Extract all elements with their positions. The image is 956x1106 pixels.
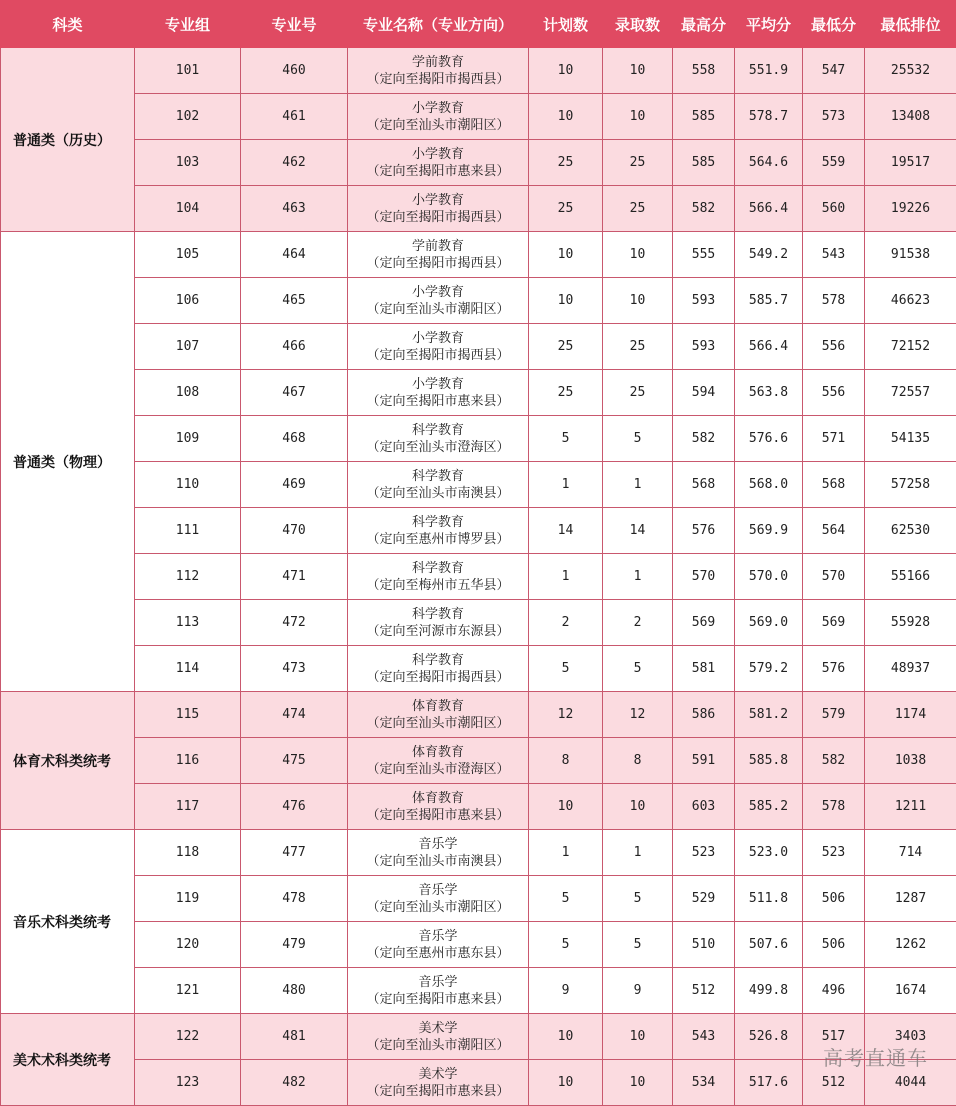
min-rank-cell: 19517 — [865, 140, 956, 186]
major-direction: （定向至揭阳市惠来县） — [348, 1083, 528, 1100]
major-name: 小学教育 — [348, 330, 528, 347]
group-cell: 112 — [135, 554, 241, 600]
max-score-cell: 593 — [673, 278, 735, 324]
major-cell — [348, 692, 529, 738]
table-row — [1, 784, 956, 830]
plan-cell: 1 — [529, 830, 603, 876]
group-cell: 110 — [135, 462, 241, 508]
table-row — [1, 48, 956, 94]
min-rank-cell: 1674 — [865, 968, 956, 1014]
major-direction: （定向至汕头市潮阳区） — [348, 1037, 528, 1054]
code-cell: 465 — [241, 278, 348, 324]
code-cell: 469 — [241, 462, 348, 508]
table-row — [1, 324, 956, 370]
major-name: 科学教育 — [348, 560, 528, 577]
group-cell: 101 — [135, 48, 241, 94]
major-cell — [348, 324, 529, 370]
min-score-cell: 571 — [803, 416, 865, 462]
avg-score-cell: 564.6 — [735, 140, 803, 186]
major-cell — [348, 646, 529, 692]
min-score-cell: 547 — [803, 48, 865, 94]
major-cell — [348, 830, 529, 876]
plan-cell: 10 — [529, 1014, 603, 1060]
avg-score-cell: 568.0 — [735, 462, 803, 508]
table-row — [1, 554, 956, 600]
plan-cell: 10 — [529, 48, 603, 94]
code-cell: 476 — [241, 784, 348, 830]
plan-cell: 10 — [529, 278, 603, 324]
watermark: 高考直通车 — [823, 1042, 928, 1071]
avg-score-cell: 569.9 — [735, 508, 803, 554]
major-direction: （定向至揭阳市揭西县） — [348, 347, 528, 364]
table-row — [1, 140, 956, 186]
plan-cell: 10 — [529, 1060, 603, 1106]
max-score-cell: 529 — [673, 876, 735, 922]
max-score-cell: 582 — [673, 186, 735, 232]
column-header-admitted: 录取数 — [603, 1, 673, 48]
code-cell: 475 — [241, 738, 348, 784]
min-score-cell: 543 — [803, 232, 865, 278]
plan-cell: 8 — [529, 738, 603, 784]
plan-cell: 2 — [529, 600, 603, 646]
max-score-cell: 569 — [673, 600, 735, 646]
avg-score-cell: 499.8 — [735, 968, 803, 1014]
group-cell: 109 — [135, 416, 241, 462]
admitted-cell: 1 — [603, 462, 673, 508]
group-cell: 114 — [135, 646, 241, 692]
admitted-cell: 10 — [603, 1060, 673, 1106]
major-direction: （定向至汕头市澄海区） — [348, 439, 528, 456]
min-score-cell: 506 — [803, 922, 865, 968]
table-row — [1, 738, 956, 784]
major-direction: （定向至汕头市潮阳区） — [348, 899, 528, 916]
major-name: 小学教育 — [348, 192, 528, 209]
max-score-cell: 558 — [673, 48, 735, 94]
major-direction: （定向至惠州市惠东县） — [348, 945, 528, 962]
max-score-cell: 593 — [673, 324, 735, 370]
major-direction: （定向至惠州市博罗县） — [348, 531, 528, 548]
category-cell: 普通类（历史） — [1, 48, 135, 232]
group-cell: 103 — [135, 140, 241, 186]
major-name: 美术学 — [348, 1066, 528, 1083]
group-cell: 111 — [135, 508, 241, 554]
admitted-cell: 10 — [603, 94, 673, 140]
max-score-cell: 568 — [673, 462, 735, 508]
code-cell: 474 — [241, 692, 348, 738]
plan-cell: 25 — [529, 324, 603, 370]
major-direction: （定向至汕头市南澳县） — [348, 485, 528, 502]
min-rank-cell: 91538 — [865, 232, 956, 278]
group-cell: 117 — [135, 784, 241, 830]
major-direction: （定向至揭阳市惠来县） — [348, 807, 528, 824]
table-row — [1, 692, 956, 738]
min-score-cell: 564 — [803, 508, 865, 554]
avg-score-cell: 511.8 — [735, 876, 803, 922]
major-direction: （定向至揭阳市揭西县） — [348, 669, 528, 686]
group-cell: 123 — [135, 1060, 241, 1106]
column-header-plan: 计划数 — [529, 1, 603, 48]
avg-score-cell: 526.8 — [735, 1014, 803, 1060]
column-header-category: 科类 — [1, 1, 135, 48]
table-row — [1, 416, 956, 462]
major-name: 体育教育 — [348, 790, 528, 807]
min-rank-cell: 55928 — [865, 600, 956, 646]
major-cell — [348, 416, 529, 462]
table-row — [1, 1014, 956, 1060]
code-cell: 471 — [241, 554, 348, 600]
avg-score-cell: 507.6 — [735, 922, 803, 968]
plan-cell: 5 — [529, 646, 603, 692]
category-cell: 音乐术科类统考 — [1, 830, 135, 1014]
min-rank-cell: 1287 — [865, 876, 956, 922]
table-row — [1, 876, 956, 922]
max-score-cell: 570 — [673, 554, 735, 600]
column-header-code: 专业号 — [241, 1, 348, 48]
max-score-cell: 591 — [673, 738, 735, 784]
major-name: 体育教育 — [348, 744, 528, 761]
category-cell: 体育术科类统考 — [1, 692, 135, 830]
major-cell — [348, 968, 529, 1014]
major-direction: （定向至揭阳市惠来县） — [348, 991, 528, 1008]
min-rank-cell: 1211 — [865, 784, 956, 830]
group-cell: 120 — [135, 922, 241, 968]
avg-score-cell: 563.8 — [735, 370, 803, 416]
min-rank-cell: 72152 — [865, 324, 956, 370]
min-score-cell: 560 — [803, 186, 865, 232]
major-name: 音乐学 — [348, 882, 528, 899]
code-cell: 460 — [241, 48, 348, 94]
min-score-cell: 559 — [803, 140, 865, 186]
column-header-max-score: 最高分 — [673, 1, 735, 48]
table-row — [1, 830, 956, 876]
major-name: 科学教育 — [348, 468, 528, 485]
code-cell: 480 — [241, 968, 348, 1014]
min-score-cell: 496 — [803, 968, 865, 1014]
admitted-cell: 5 — [603, 876, 673, 922]
admitted-cell: 25 — [603, 324, 673, 370]
min-rank-cell: 25532 — [865, 48, 956, 94]
min-rank-cell: 57258 — [865, 462, 956, 508]
max-score-cell: 586 — [673, 692, 735, 738]
major-name: 学前教育 — [348, 54, 528, 71]
min-score-cell: 582 — [803, 738, 865, 784]
code-cell: 468 — [241, 416, 348, 462]
major-name: 音乐学 — [348, 974, 528, 991]
plan-cell: 1 — [529, 554, 603, 600]
table-row — [1, 646, 956, 692]
min-score-cell: 578 — [803, 784, 865, 830]
max-score-cell: 603 — [673, 784, 735, 830]
min-rank-cell: 46623 — [865, 278, 956, 324]
group-cell: 119 — [135, 876, 241, 922]
plan-cell: 5 — [529, 416, 603, 462]
group-cell: 116 — [135, 738, 241, 784]
max-score-cell: 581 — [673, 646, 735, 692]
table-row — [1, 186, 956, 232]
min-score-cell: 573 — [803, 94, 865, 140]
admitted-cell: 2 — [603, 600, 673, 646]
major-name: 美术学 — [348, 1020, 528, 1037]
plan-cell: 25 — [529, 186, 603, 232]
table-row — [1, 94, 956, 140]
min-rank-cell: 62530 — [865, 508, 956, 554]
code-cell: 470 — [241, 508, 348, 554]
column-header-group: 专业组 — [135, 1, 241, 48]
plan-cell: 10 — [529, 94, 603, 140]
avg-score-cell: 570.0 — [735, 554, 803, 600]
major-direction: （定向至揭阳市揭西县） — [348, 255, 528, 272]
admitted-cell: 10 — [603, 784, 673, 830]
avg-score-cell: 551.9 — [735, 48, 803, 94]
code-cell: 472 — [241, 600, 348, 646]
max-score-cell: 585 — [673, 140, 735, 186]
major-direction: （定向至揭阳市揭西县） — [348, 209, 528, 226]
major-cell — [348, 1060, 529, 1106]
major-name: 小学教育 — [348, 146, 528, 163]
max-score-cell: 585 — [673, 94, 735, 140]
plan-cell: 25 — [529, 370, 603, 416]
group-cell: 107 — [135, 324, 241, 370]
major-cell — [348, 232, 529, 278]
avg-score-cell: 566.4 — [735, 186, 803, 232]
major-cell — [348, 738, 529, 784]
code-cell: 481 — [241, 1014, 348, 1060]
max-score-cell: 543 — [673, 1014, 735, 1060]
admitted-cell: 25 — [603, 186, 673, 232]
min-rank-cell: 54135 — [865, 416, 956, 462]
avg-score-cell: 579.2 — [735, 646, 803, 692]
major-name: 音乐学 — [348, 836, 528, 853]
group-cell: 108 — [135, 370, 241, 416]
admitted-cell: 25 — [603, 370, 673, 416]
table-header — [1, 1, 956, 48]
code-cell: 482 — [241, 1060, 348, 1106]
major-cell — [348, 186, 529, 232]
min-score-cell: 556 — [803, 324, 865, 370]
major-direction: （定向至汕头市潮阳区） — [348, 301, 528, 318]
plan-cell: 10 — [529, 232, 603, 278]
min-score-cell: 506 — [803, 876, 865, 922]
code-cell: 463 — [241, 186, 348, 232]
group-cell: 115 — [135, 692, 241, 738]
column-header-min-rank: 最低排位 — [865, 1, 956, 48]
major-name: 小学教育 — [348, 284, 528, 301]
max-score-cell: 523 — [673, 830, 735, 876]
avg-score-cell: 585.2 — [735, 784, 803, 830]
code-cell: 478 — [241, 876, 348, 922]
min-rank-cell: 55166 — [865, 554, 956, 600]
major-name: 科学教育 — [348, 422, 528, 439]
min-rank-cell: 1174 — [865, 692, 956, 738]
admitted-cell: 10 — [603, 232, 673, 278]
group-cell: 118 — [135, 830, 241, 876]
code-cell: 464 — [241, 232, 348, 278]
major-direction: （定向至河源市东源县） — [348, 623, 528, 640]
avg-score-cell: 578.7 — [735, 94, 803, 140]
major-cell — [348, 876, 529, 922]
avg-score-cell: 585.8 — [735, 738, 803, 784]
table-row — [1, 922, 956, 968]
major-name: 音乐学 — [348, 928, 528, 945]
min-score-cell: 569 — [803, 600, 865, 646]
avg-score-cell: 576.6 — [735, 416, 803, 462]
major-cell — [348, 554, 529, 600]
code-cell: 462 — [241, 140, 348, 186]
max-score-cell: 594 — [673, 370, 735, 416]
category-cell: 普通类（物理） — [1, 232, 135, 692]
min-rank-cell: 1262 — [865, 922, 956, 968]
major-name: 小学教育 — [348, 100, 528, 117]
major-direction: （定向至揭阳市揭西县） — [348, 71, 528, 88]
avg-score-cell: 585.7 — [735, 278, 803, 324]
plan-cell: 1 — [529, 462, 603, 508]
admitted-cell: 25 — [603, 140, 673, 186]
min-score-cell: 578 — [803, 278, 865, 324]
major-direction: （定向至汕头市潮阳区） — [348, 715, 528, 732]
avg-score-cell: 569.0 — [735, 600, 803, 646]
group-cell: 106 — [135, 278, 241, 324]
major-cell — [348, 922, 529, 968]
table-body — [1, 48, 956, 1106]
max-score-cell: 576 — [673, 508, 735, 554]
min-score-cell: 512 — [803, 1060, 865, 1106]
admitted-cell: 5 — [603, 416, 673, 462]
avg-score-cell: 549.2 — [735, 232, 803, 278]
admitted-cell: 8 — [603, 738, 673, 784]
min-rank-cell: 4044 — [865, 1060, 956, 1106]
group-cell: 105 — [135, 232, 241, 278]
admitted-cell: 10 — [603, 278, 673, 324]
code-cell: 479 — [241, 922, 348, 968]
admitted-cell: 12 — [603, 692, 673, 738]
max-score-cell: 555 — [673, 232, 735, 278]
group-cell: 121 — [135, 968, 241, 1014]
admitted-cell: 5 — [603, 646, 673, 692]
major-cell — [348, 278, 529, 324]
table-row — [1, 508, 956, 554]
plan-cell: 9 — [529, 968, 603, 1014]
major-direction: （定向至揭阳市惠来县） — [348, 393, 528, 410]
avg-score-cell: 581.2 — [735, 692, 803, 738]
min-rank-cell: 714 — [865, 830, 956, 876]
min-rank-cell: 3403 — [865, 1014, 956, 1060]
table-row — [1, 462, 956, 508]
group-cell: 113 — [135, 600, 241, 646]
admitted-cell: 1 — [603, 830, 673, 876]
major-name: 科学教育 — [348, 606, 528, 623]
group-cell: 122 — [135, 1014, 241, 1060]
table-row — [1, 600, 956, 646]
max-score-cell: 510 — [673, 922, 735, 968]
major-direction: （定向至汕头市潮阳区） — [348, 117, 528, 134]
major-cell — [348, 784, 529, 830]
admitted-cell: 5 — [603, 922, 673, 968]
code-cell: 473 — [241, 646, 348, 692]
column-header-min-score: 最低分 — [803, 1, 865, 48]
major-cell — [348, 48, 529, 94]
admitted-cell: 1 — [603, 554, 673, 600]
major-name: 学前教育 — [348, 238, 528, 255]
major-cell — [348, 94, 529, 140]
table-row — [1, 232, 956, 278]
major-cell — [348, 462, 529, 508]
major-direction: （定向至梅州市五华县） — [348, 577, 528, 594]
plan-cell: 5 — [529, 876, 603, 922]
avg-score-cell: 566.4 — [735, 324, 803, 370]
major-name: 科学教育 — [348, 652, 528, 669]
min-score-cell: 579 — [803, 692, 865, 738]
admitted-cell: 14 — [603, 508, 673, 554]
avg-score-cell: 517.6 — [735, 1060, 803, 1106]
major-direction: （定向至揭阳市惠来县） — [348, 163, 528, 180]
min-rank-cell: 13408 — [865, 94, 956, 140]
major-cell — [348, 600, 529, 646]
major-direction: （定向至汕头市澄海区） — [348, 761, 528, 778]
column-header-avg-score: 平均分 — [735, 1, 803, 48]
code-cell: 461 — [241, 94, 348, 140]
major-name: 小学教育 — [348, 376, 528, 393]
plan-cell: 5 — [529, 922, 603, 968]
column-header-major: 专业名称（专业方向） — [348, 1, 529, 48]
major-name: 体育教育 — [348, 698, 528, 715]
min-score-cell: 570 — [803, 554, 865, 600]
min-rank-cell: 1038 — [865, 738, 956, 784]
max-score-cell: 534 — [673, 1060, 735, 1106]
max-score-cell: 512 — [673, 968, 735, 1014]
plan-cell: 10 — [529, 784, 603, 830]
min-score-cell: 523 — [803, 830, 865, 876]
table-row — [1, 278, 956, 324]
max-score-cell: 582 — [673, 416, 735, 462]
plan-cell: 12 — [529, 692, 603, 738]
major-cell — [348, 1014, 529, 1060]
admitted-cell: 10 — [603, 48, 673, 94]
group-cell: 104 — [135, 186, 241, 232]
min-rank-cell: 48937 — [865, 646, 956, 692]
min-score-cell: 576 — [803, 646, 865, 692]
code-cell: 467 — [241, 370, 348, 416]
major-direction: （定向至汕头市南澳县） — [348, 853, 528, 870]
min-rank-cell: 19226 — [865, 186, 956, 232]
major-cell — [348, 140, 529, 186]
min-score-cell: 517 — [803, 1014, 865, 1060]
table-row — [1, 1060, 956, 1106]
plan-cell: 25 — [529, 140, 603, 186]
min-score-cell: 568 — [803, 462, 865, 508]
min-score-cell: 556 — [803, 370, 865, 416]
group-cell: 102 — [135, 94, 241, 140]
category-cell: 美术术科类统考 — [1, 1014, 135, 1106]
table-row — [1, 370, 956, 416]
min-rank-cell: 72557 — [865, 370, 956, 416]
plan-cell: 14 — [529, 508, 603, 554]
major-name: 科学教育 — [348, 514, 528, 531]
major-cell — [348, 508, 529, 554]
code-cell: 466 — [241, 324, 348, 370]
avg-score-cell: 523.0 — [735, 830, 803, 876]
admitted-cell: 10 — [603, 1014, 673, 1060]
code-cell: 477 — [241, 830, 348, 876]
admitted-cell: 9 — [603, 968, 673, 1014]
table-row — [1, 968, 956, 1014]
major-cell — [348, 370, 529, 416]
